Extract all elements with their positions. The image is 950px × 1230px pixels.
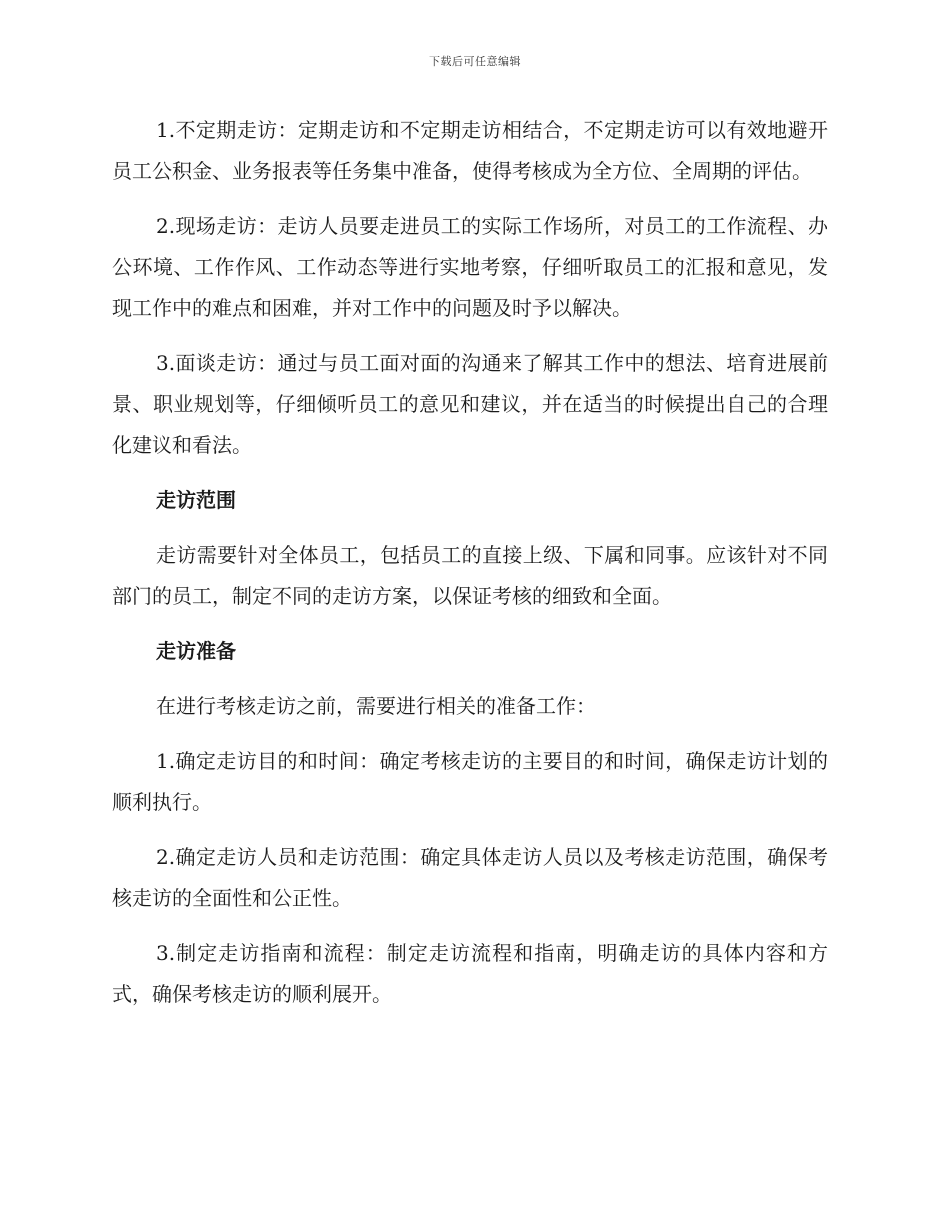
paragraph-visit-scope: 走访需要针对全体员工，包括员工的直接上级、下属和同事。应该针对不同部门的员工，制定不同的走访方案，以保证考核的细致和全面。 — [112, 543, 828, 608]
heading-visit-preparation: 走访准备 — [156, 639, 236, 663]
paragraph-preparation-intro: 在进行考核走访之前，需要进行相关的准备工作： — [156, 694, 596, 718]
header-note: 下载后可任意编辑 — [429, 55, 521, 68]
paragraph-interview-visit: 3.面谈走访：通过与员工面对面的沟通来了解其工作中的想法、培育进展前景、职业规划等，仔细倾听员工的意见和建议，并在适当的时候提出自己的合理化建议和看法。 — [112, 351, 828, 457]
paragraph-irregular-visit: 1.不定期走访：定期走访和不定期走访相结合，不定期走访可以有效地避开员工公积金、业务报表等任务集中准备，使得考核成为全方位、全周期的评估。 — [112, 118, 828, 183]
paragraph-prep-staff-scope: 2.确定走访人员和走访范围：确定具体走访人员以及考核走访范围，确保考核走访的全面性和公正性。 — [112, 845, 828, 910]
paragraph-onsite-visit: 2.现场走访：走访人员要走进员工的实际工作场所，对员工的工作流程、办公环境、工作作风、工作动态等进行实地考察，仔细听取员工的汇报和意见，发现工作中的难点和困难，并对工作中的问题及时予以解决。 — [112, 214, 828, 320]
paragraph-prep-purpose-time: 1.确定走访目的和时间：确定考核走访的主要目的和时间，确保走访计划的顺利执行。 — [112, 749, 828, 814]
document-body — [112, 110, 828, 1029]
heading-visit-scope: 走访范围 — [156, 488, 236, 512]
paragraph-prep-guide-process: 3.制定走访指南和流程：制定走访流程和指南，明确走访的具体内容和方式，确保考核走访的顺利展开。 — [112, 941, 828, 1006]
